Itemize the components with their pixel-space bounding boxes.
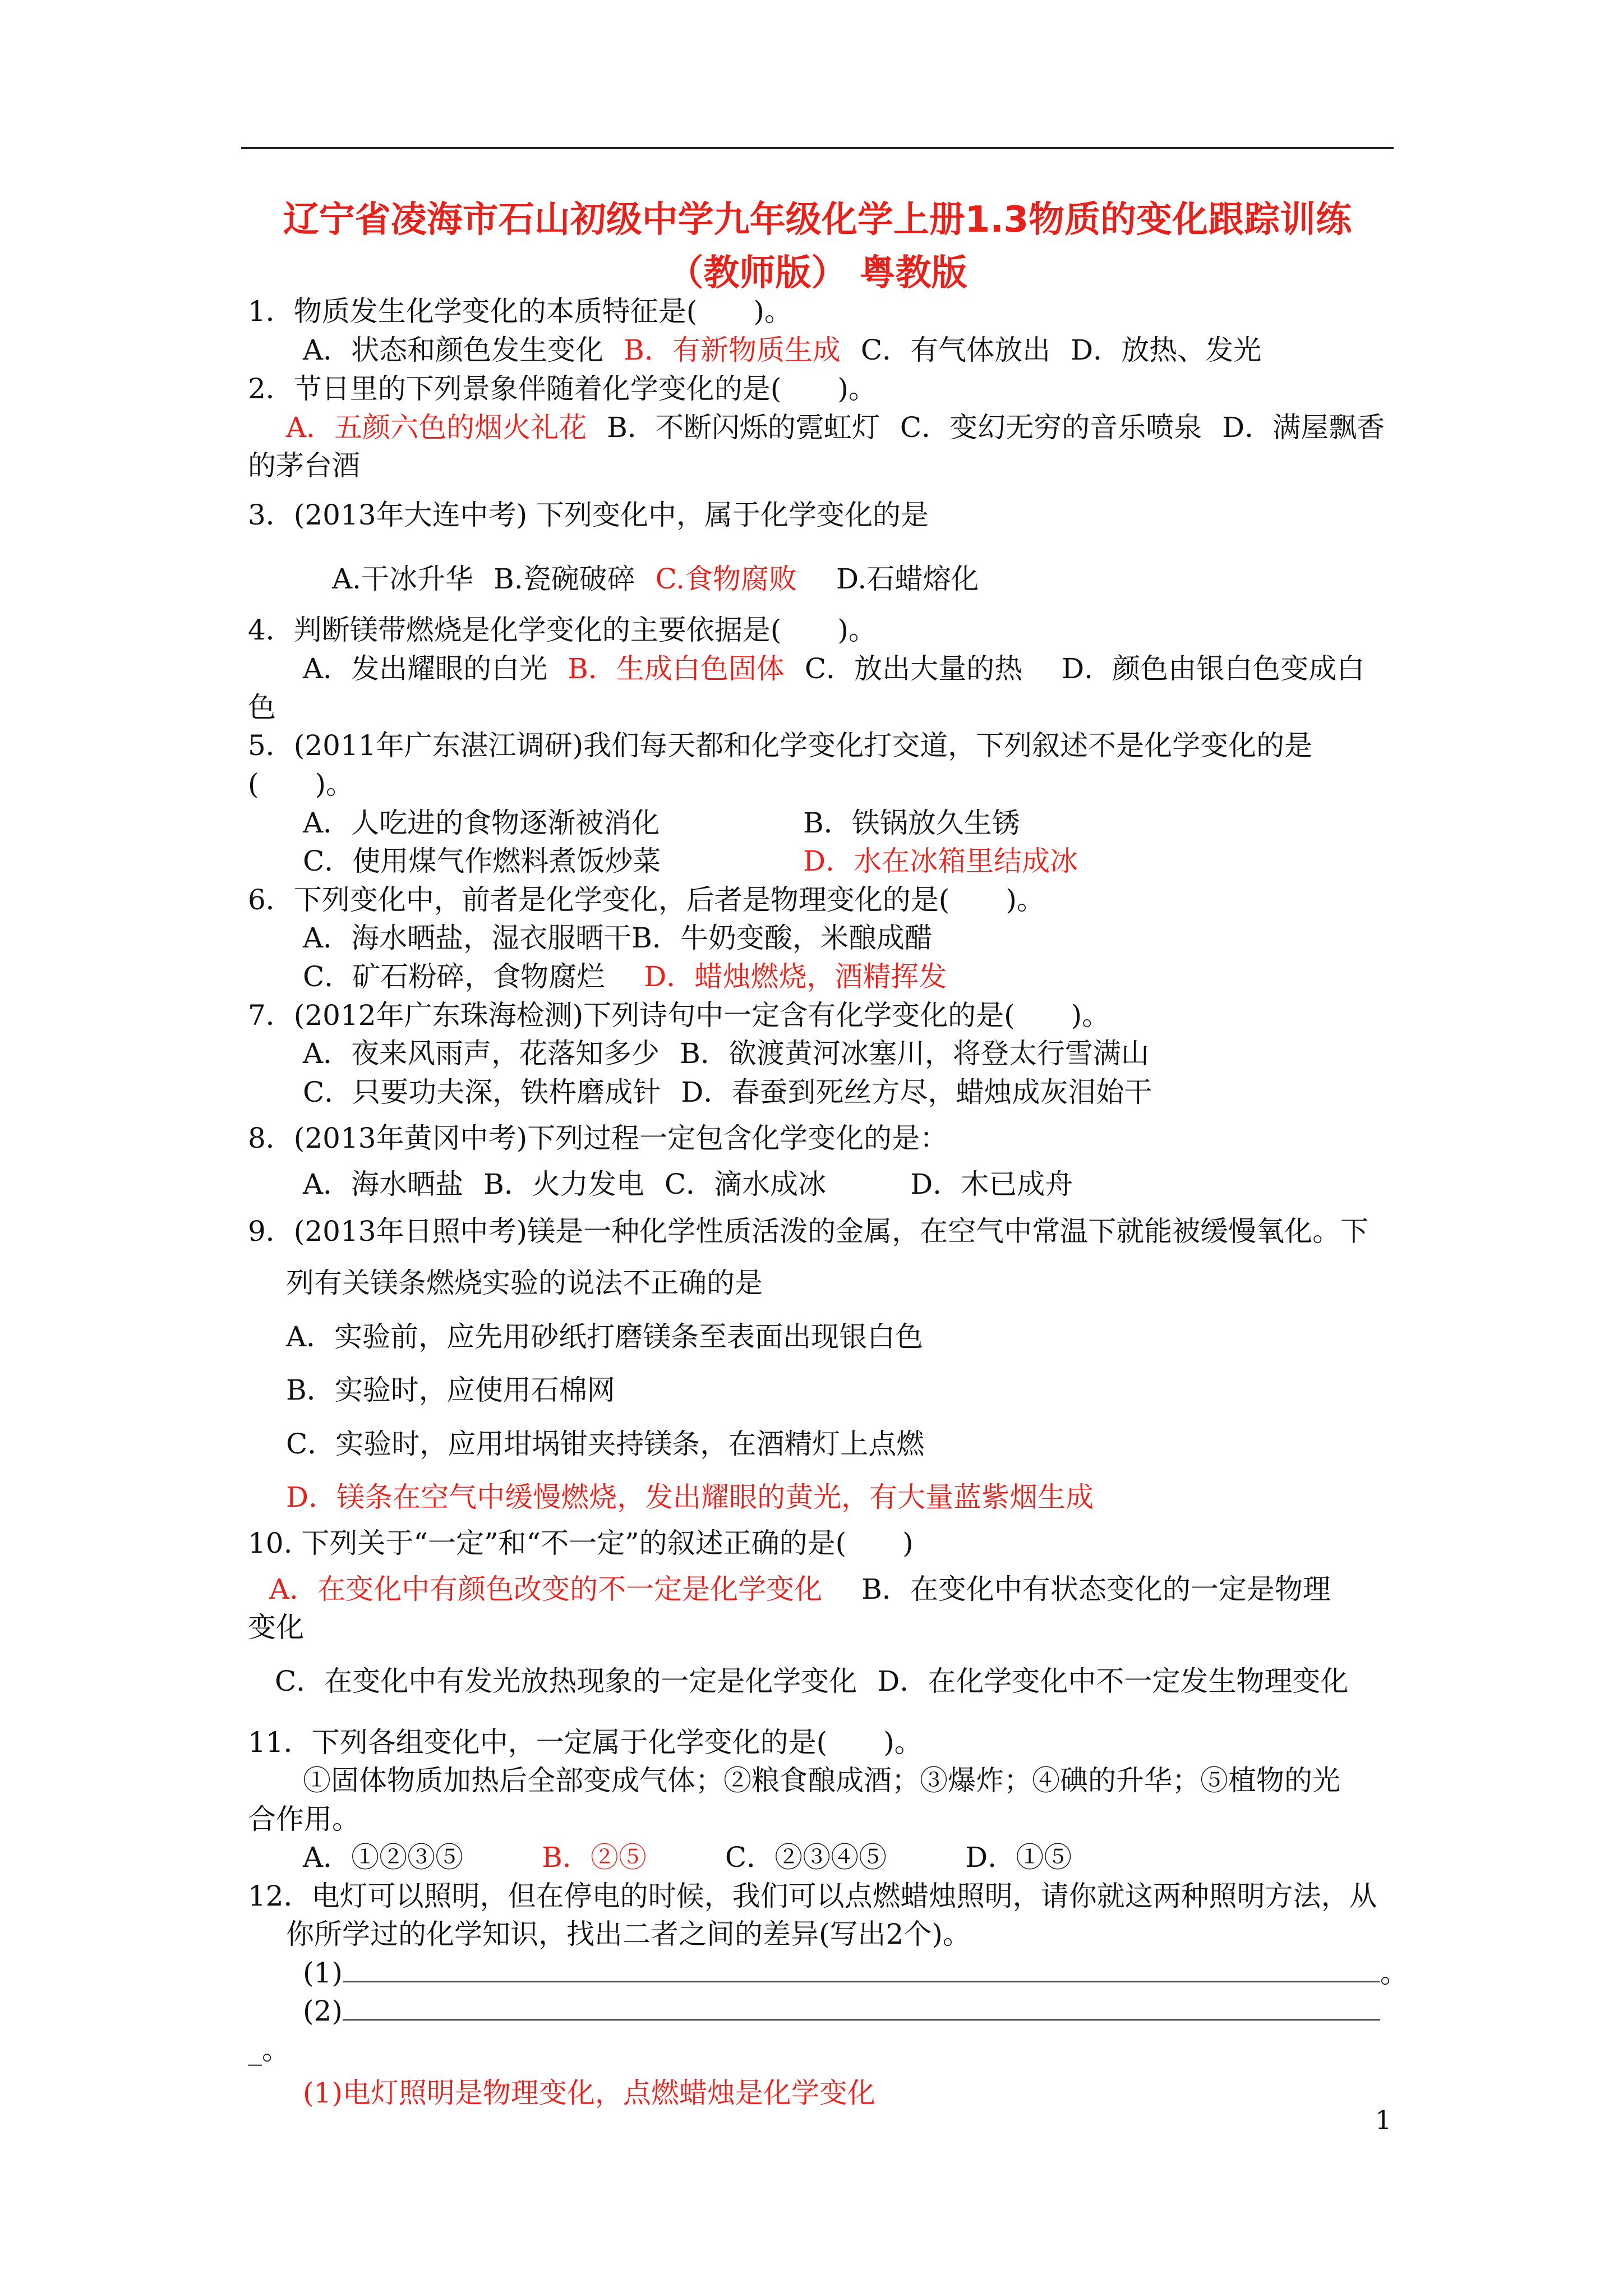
question-10-stem: 10. 下列关于“一定”和“不一定”的叙述正确的是( ): [248, 1527, 914, 1559]
question-3-stem: 3．(2013年大连中考) 下列变化中，属于化学变化的是: [248, 499, 929, 531]
q6-option-b: B．牛奶变酸，米酿成醋: [631, 922, 933, 954]
q2-option-a-answer: A．五颜六色的烟火礼花: [286, 411, 587, 444]
q11-option-b-answer: B．②⑤: [542, 1841, 647, 1874]
q4-option-d: D．颜色由银白色变成白: [1062, 652, 1365, 685]
q1-option-d: D．放热、发光: [1071, 334, 1262, 366]
q4-option-c: C．放出大量的热: [804, 652, 1023, 685]
question-7-stem: 7．(2012年广东珠海检测)下列诗句中一定含有化学变化的是( )。: [248, 999, 1110, 1032]
q12-answer-1: (1)电灯照明是物理变化，点燃蜡烛是化学变化: [303, 2077, 875, 2109]
q11-option-c: C．②③④⑤: [725, 1841, 887, 1874]
question-7-options-row2: [303, 1074, 1152, 1111]
q5-option-d-answer: D．水在冰箱里结成冰: [803, 845, 1078, 877]
question-12-stem-continued: 你所学过的化学知识，找出二者之间的差异(写出2个)。: [286, 1918, 971, 1950]
q10-option-a-answer: A．在变化中有颜色改变的不一定是化学变化: [269, 1573, 823, 1605]
q10-option-b-continued: 变化: [248, 1611, 304, 1644]
question-2-stem: 2．节日里的下列景象伴随着化学变化的是( )。: [248, 372, 877, 405]
q6-option-c: C．矿石粉碎，食物腐烂: [303, 960, 605, 993]
header-rule: [241, 147, 1394, 149]
q12-answer-blank-1: (1) 。: [303, 1954, 1408, 1991]
q1-option-c: C．有气体放出: [860, 334, 1051, 366]
q10-option-d: D．在化学变化中不一定发生物理变化: [877, 1665, 1349, 1697]
question-3-options: [332, 560, 979, 597]
q4-option-a: A．发出耀眼的白光: [303, 652, 548, 685]
q1-option-a: A．状态和颜色发生变化: [303, 334, 604, 366]
q9-option-b: B．实验时，应使用石棉网: [286, 1374, 615, 1406]
question-11-options: [303, 1839, 1072, 1876]
q8-option-d: D．木已成舟: [910, 1168, 1073, 1200]
question-1-stem: 1．物质发生化学变化的本质特征是( )。: [248, 295, 792, 328]
q9-option-d-answer: D．镁条在空气中缓慢燃烧，发出耀眼的黄光，有大量蓝紫烟生成: [286, 1481, 1094, 1513]
q6-option-a: A．海水晒盐，湿衣服晒干: [303, 922, 632, 954]
document-title-line1: 辽宁省凌海市石山初级中学九年级化学上册1.3物质的变化跟踪训练: [283, 199, 1352, 241]
question-9-stem-continued: 列有关镁条燃烧实验的说法不正确的是: [286, 1267, 763, 1299]
question-11-stem: 11．下列各组变化中，一定属于化学变化的是( )。: [248, 1726, 923, 1759]
q9-option-c: C．实验时，应用坩埚钳夹持镁条，在酒精灯上点燃: [286, 1428, 925, 1460]
q4-option-b-answer: B．生成白色固体: [568, 652, 785, 685]
question-4-options: [303, 650, 1364, 687]
question-2-options: [286, 409, 1385, 446]
question-12-stem: 12．电灯可以照明，但在停电的时候，我们可以点燃蜡烛照明，请你就这两种照明方法，从: [248, 1880, 1377, 1912]
question-9-stem: 9．(2013年日照中考)镁是一种化学性质活泼的金属，在空气中常温下就能被缓慢氧化。下: [248, 1215, 1369, 1248]
q3-option-b: B.瓷碗破碎: [494, 563, 635, 595]
q7-option-d: D．春蚕到死丝方尽，蜡烛成灰泪始干: [681, 1076, 1152, 1108]
question-7-options-row1: [303, 1035, 1149, 1072]
q12-answer-blank-2: (2): [303, 1993, 1380, 2030]
question-6-stem: 6．下列变化中，前者是化学变化，后者是物理变化的是( )。: [248, 884, 1045, 916]
question-4-stem: 4．判断镁带燃烧是化学变化的主要依据是( )。: [248, 614, 877, 646]
blank-line-2: [343, 1993, 1380, 2021]
question-8-options: [303, 1166, 1073, 1203]
q2-option-d-continued: 的茅台酒: [248, 449, 360, 482]
blank-line-1: [343, 1955, 1380, 1982]
q9-option-a: A．实验前，应先用砂纸打磨镁条至表面出现银白色: [286, 1320, 924, 1353]
q1-option-b-answer: B．有新物质生成: [624, 334, 841, 366]
q2-option-b: B．不断闪烁的霓虹灯: [607, 411, 880, 444]
q11-option-d: D．①⑤: [965, 1841, 1072, 1874]
question-5-stem-continued: ( )。: [248, 768, 354, 800]
question-8-stem: 8．(2013年黄冈中考)下列过程一定包含化学变化的是：: [248, 1122, 948, 1154]
question-10-options-row2: [275, 1663, 1348, 1700]
q2-option-c: C．变幻无穷的音乐喷泉: [900, 411, 1202, 444]
question-10-options-row1: [269, 1571, 1331, 1608]
q6-option-d-answer: D．蜡烛燃烧，酒精挥发: [644, 960, 947, 993]
document-title-line2: （教师版） 粤教版: [667, 252, 967, 294]
q10-option-c: C．在变化中有发光放热现象的一定是化学变化: [275, 1665, 857, 1697]
question-1-options: [303, 332, 1261, 369]
q7-option-a: A．夜来风雨声，花落知多少: [303, 1037, 660, 1070]
q12-blank-2-end: _。: [248, 2033, 290, 2066]
q8-option-c: C．滴水成冰: [664, 1168, 827, 1200]
q4-option-d-continued: 色: [248, 691, 276, 724]
q8-option-a: A．海水晒盐: [303, 1168, 464, 1200]
question-11-items-continued: 合作用。: [248, 1803, 360, 1835]
q10-option-b: B．在变化中有状态变化的一定是物理: [861, 1573, 1331, 1605]
q3-option-a: A.干冰升华: [332, 563, 474, 595]
question-6-options-row1: [303, 919, 933, 956]
q7-option-c: C．只要功夫深，铁杵磨成针: [303, 1076, 661, 1108]
question-5-stem: 5．(2011年广东湛江调研)我们每天都和化学变化打交道，下列叙述不是化学变化的是: [248, 729, 1313, 762]
q2-option-d: D．满屋飘香: [1222, 411, 1385, 444]
q3-option-c-answer: C.食物腐败: [655, 563, 797, 595]
question-11-items: ①固体物质加热后全部变成气体；②粮食酿成酒；③爆炸；④碘的升华；⑤植物的光: [303, 1764, 1340, 1797]
q5-option-a: A．人吃进的食物逐渐被消化: [303, 807, 660, 839]
page-number: 1: [1375, 2105, 1392, 2135]
q11-option-a: A．①②③⑤: [303, 1841, 464, 1874]
q7-option-b: B．欲渡黄河冰塞川，将登太行雪满山: [680, 1037, 1149, 1070]
question-6-options-row2: [303, 958, 947, 995]
q5-option-b: B．铁锅放久生锈: [803, 807, 1020, 839]
q5-option-c: C．使用煤气作燃料煮饭炒菜: [303, 845, 661, 877]
q8-option-b: B．火力发电: [483, 1168, 644, 1200]
q3-option-d: D.石蜡熔化: [836, 563, 979, 595]
